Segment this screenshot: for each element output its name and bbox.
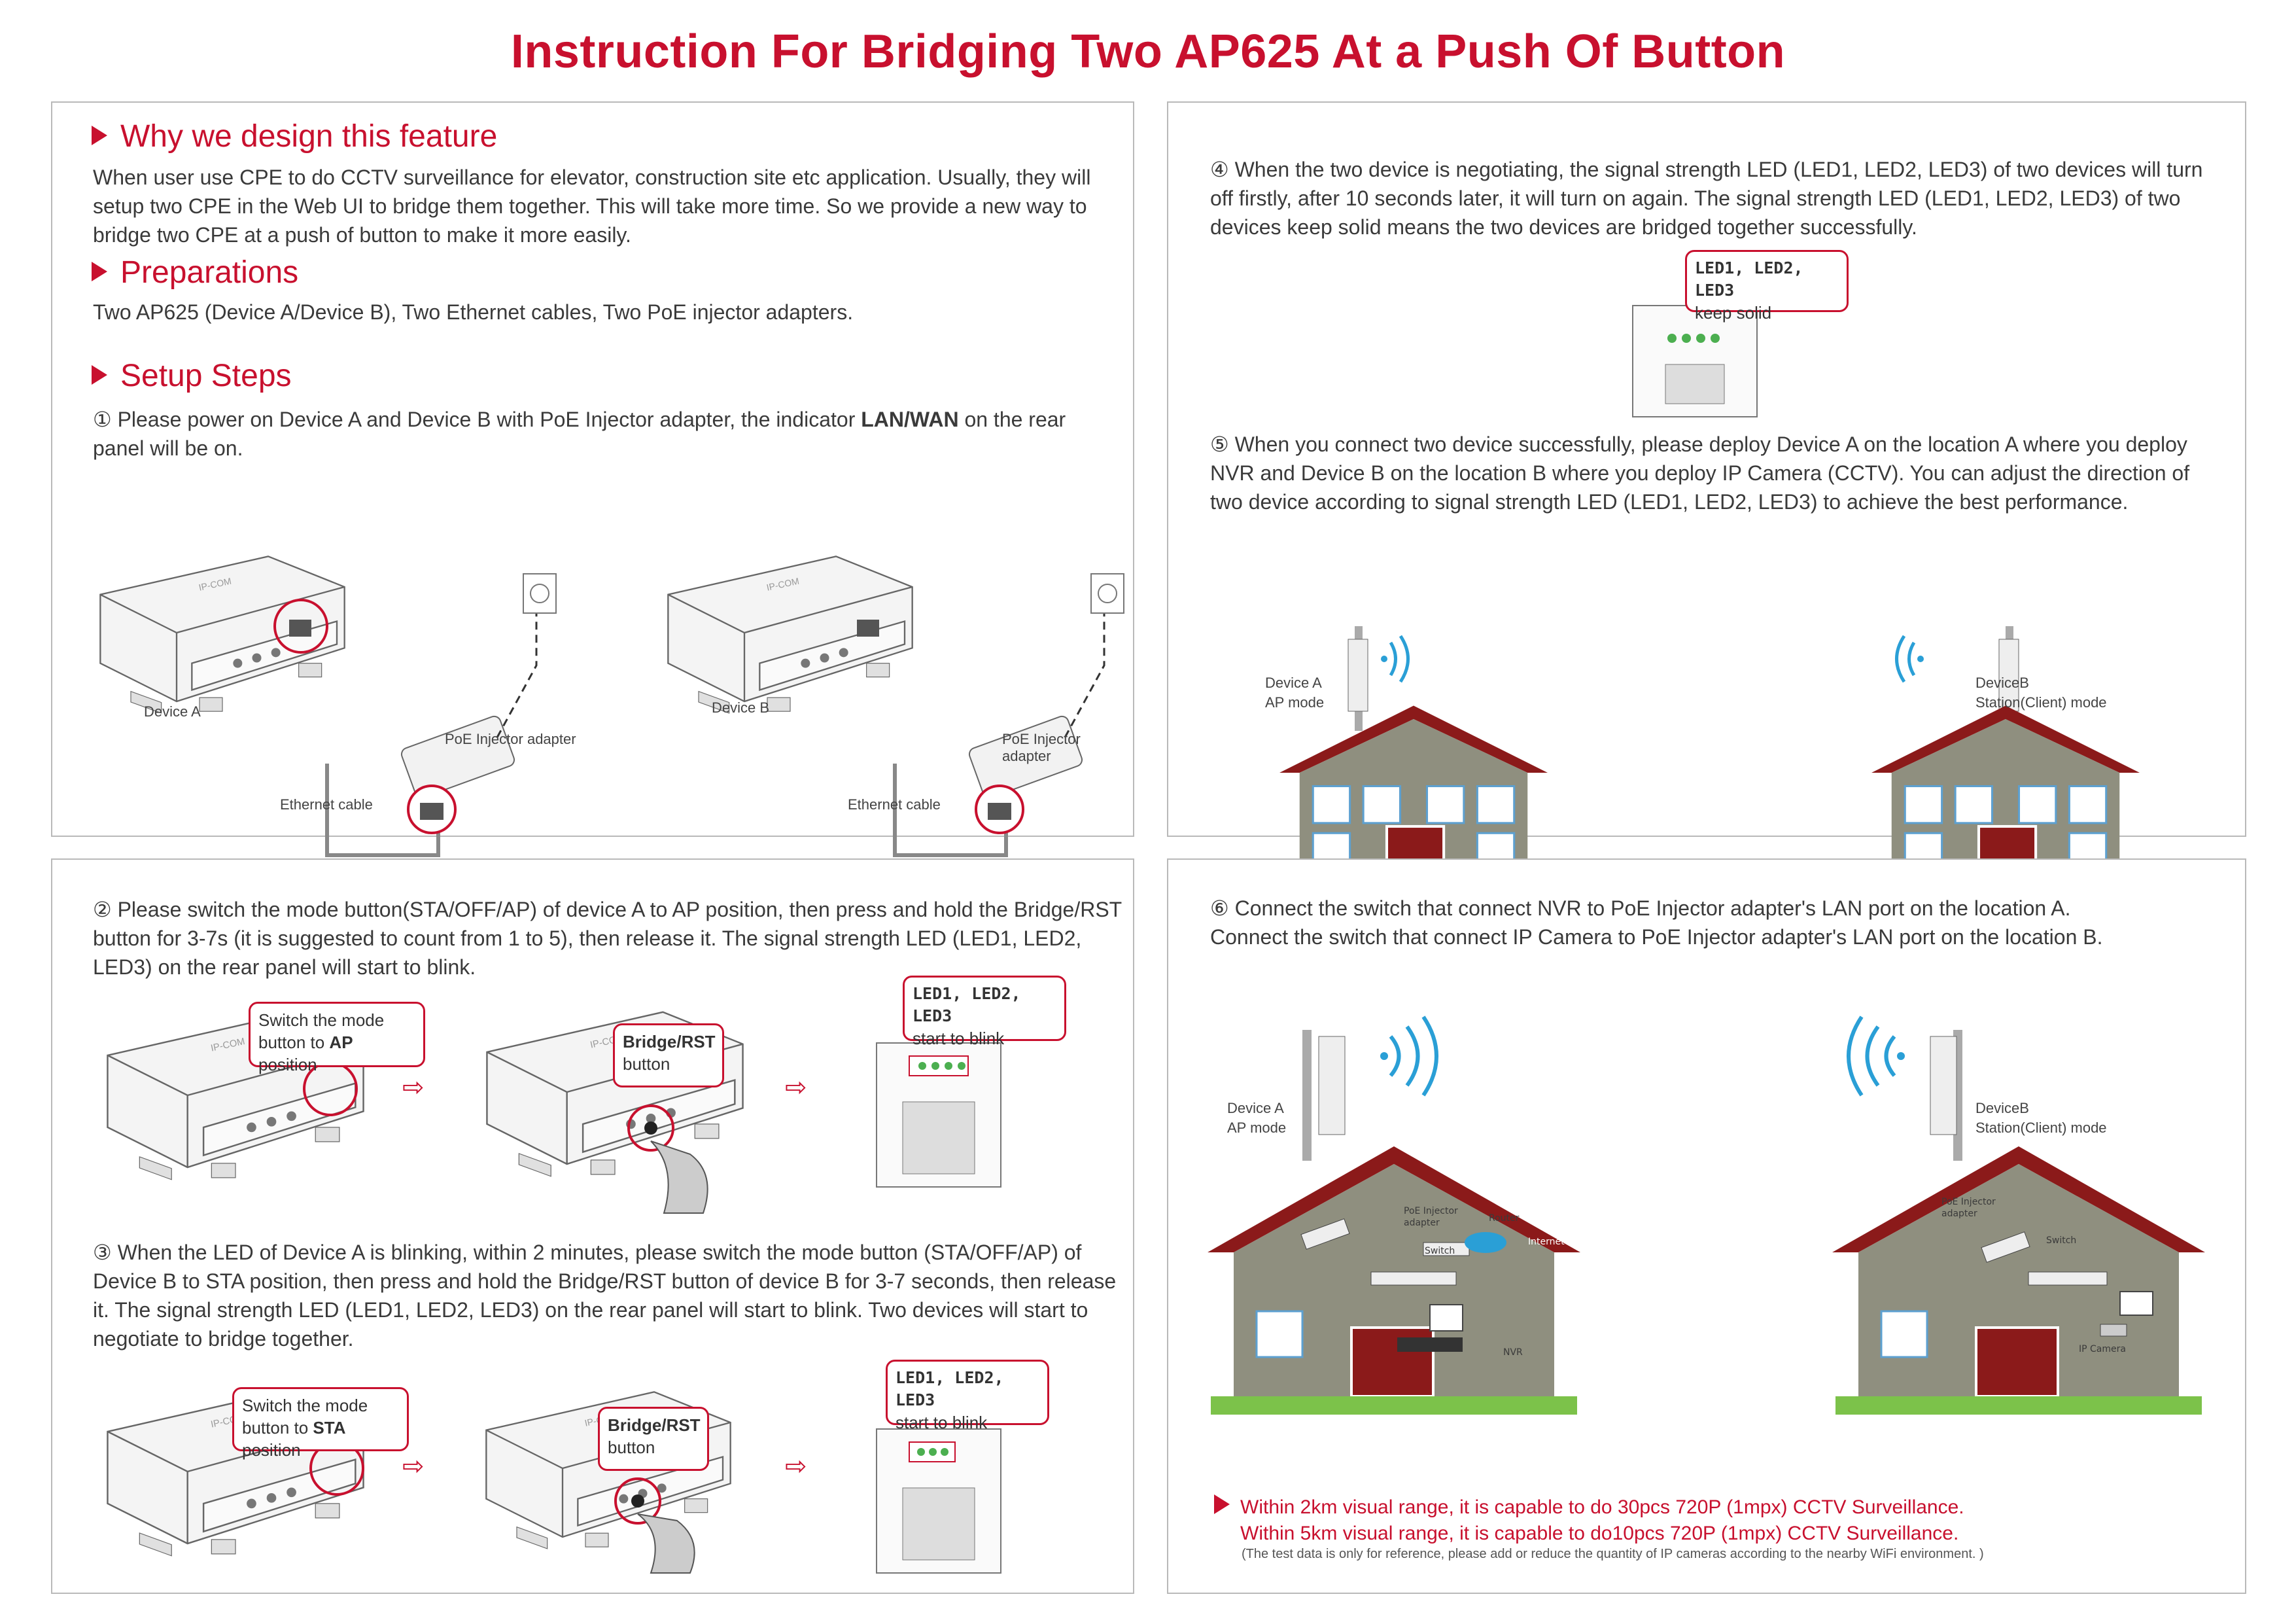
play-triangle-icon — [92, 365, 107, 385]
step4-text: ④ When the two device is negotiating, the signal strength LED (LED1, LED2, LED3) of two devices will turn off firstly, after 10 seconds later, it will turn on again. The signal strength LED (LED1, LED2, LED3) of two devices keep solid means the two devices are bridged together successfully. — [1210, 158, 2203, 239]
wall-socket-icon — [1091, 574, 1124, 613]
poe-b-label: PoE Injector adapter — [1002, 731, 1081, 764]
page-title: Instruction For Bridging Two AP625 At a Push Of Button — [510, 26, 1786, 78]
hand-press-icon — [638, 1514, 695, 1573]
step3-led-callout: LED1, LED2, LED3 start to blink — [886, 1360, 1049, 1425]
wifi-signal-icon — [1875, 633, 1927, 685]
house-a-router-label: Router — [1489, 1213, 1520, 1224]
step3-text: ③ When the LED of Device A is blinking, within 2 minutes, please switch the mode button (STA/OFF/AP) of Device B to STA position, then press and hold the Bridge/RST button of device B for 3-7 seconds, then release it. The signal strength LED (LED1, LED2, LED3) on the rear panel will start to blink. Two devices will start to negotiate to bridge together. — [93, 1241, 1117, 1350]
arrow-right-icon: ⇨ — [785, 1451, 807, 1481]
wifi-signal-icon — [1829, 1017, 1901, 1095]
play-triangle-icon — [92, 262, 107, 281]
step5-text: ⑤ When you connect two device successfully, please deploy Device A on the location A where you deploy NVR and Device B on the location B where you deploy IP Camera (CCTV). You can adjust the direction of two device according to signal strength LED (LED1, LED2, LED3) to achieve the best performance. — [1210, 432, 2190, 514]
play-triangle-icon — [92, 126, 107, 145]
step2-rear-blink — [870, 1036, 1007, 1193]
device-b-label: Device B — [712, 699, 770, 716]
house-b-switch-label: Switch — [2046, 1235, 2077, 1246]
step6-text: ⑥ Connect the switch that connect NVR to PoE Injector adapter's LAN port on the location A. Connect the switch that connect IP Camera to PoE Injector adapter's LAN port on the location B. — [1210, 896, 2103, 949]
house-a-poe-label: PoE Injector adapter — [1404, 1206, 1458, 1228]
step2-text: ② Please switch the mode button(STA/OFF/AP) of device A to AP position, then press and hold the Bridge/RST button for 3-7s (it is suggested to count from 1 to 5), then release it. The signal strength LED (LED1, LED2, LED3) on the rear panel will start to blink. — [93, 898, 1122, 979]
step1-text: ① Please power on Device A and Device B with PoE Injector adapter, the indicator LAN/WAN on the rear panel will be on. — [93, 408, 1066, 460]
arrow-right-icon: ⇨ — [785, 1072, 807, 1103]
step2-led-callout: LED1, LED2, LED3 start to blink — [903, 976, 1066, 1041]
poe-a-label: PoE Injector adapter — [445, 731, 576, 747]
house-a-internet-label: Internet — [1528, 1237, 1565, 1247]
house-a-switch-label: Switch — [1425, 1246, 1455, 1256]
network-house-b-label: DeviceB Station(Client) mode — [1975, 1100, 2107, 1136]
panel-step4-5 — [1167, 101, 2246, 837]
device-a-label: Device A — [144, 703, 201, 720]
network-house-a-label: Device A AP mode — [1227, 1100, 1287, 1136]
panel-intro — [51, 101, 1134, 837]
panel-step6 — [1167, 858, 2246, 1594]
house-b-label: DeviceB Station(Client) mode — [1975, 675, 2107, 711]
section-steps-heading: Setup Steps — [92, 358, 292, 394]
wall-socket-icon — [523, 574, 556, 613]
section-why-body: When user use CPE to do CCTV surveillance for elevator, construction site etc application. Usually, they will setup two CPE in the Web UI to bridge them together. This will take more time. So we provide a new way to bridge two CPE at a push of button to make it more easily. — [93, 166, 1091, 247]
step2-bridge-callout: Bridge/RST button — [613, 1023, 724, 1087]
hand-press-icon — [651, 1141, 708, 1213]
section-why-heading: Why we design this feature — [92, 118, 497, 154]
house-b-camera-label: IP Camera — [2079, 1344, 2126, 1354]
notes-block: Within 2km visual range, it is capable to do 30pcs 720P (1mpx) CCTV Surveillance. Within 5km visual range, it is capable to do10pcs 720P (1mpx) CCTV Surveillance. — [1240, 1496, 1964, 1544]
step2-mode-callout: Switch the mode button to AP position — [249, 1002, 425, 1067]
house-a-nvr-label: NVR — [1503, 1347, 1523, 1358]
house-b-poe-label: PoE Injector adapter — [1941, 1197, 1996, 1219]
arrow-right-icon: ⇨ — [402, 1072, 425, 1103]
panel-step2-3 — [51, 858, 1134, 1594]
house-a-label: Device A AP mode — [1265, 675, 1325, 711]
section-prep-body: Two AP625 (Device A/Device B), Two Ethernet cables, Two PoE injector adapters. — [93, 300, 854, 324]
notes-disclaimer: (The test data is only for reference, please add or reduce the quantity of IP cameras according to the nearby WiFi environment. ) — [1242, 1547, 1984, 1561]
step3-mode-callout: Switch the mode button to STA position — [232, 1387, 409, 1451]
play-triangle-icon — [1214, 1494, 1230, 1514]
arrow-right-icon: ⇨ — [402, 1451, 425, 1481]
wifi-signal-icon — [1384, 1017, 1456, 1095]
section-prep-heading: Preparations — [92, 255, 298, 291]
notes-marker — [1214, 1497, 1243, 1517]
cable-b-label: Ethernet cable — [848, 796, 941, 813]
wifi-signal-icon — [1384, 633, 1436, 685]
step3-bridge-callout: Bridge/RST button — [598, 1407, 709, 1471]
led-solid-callout: LED1, LED2, LED3 keep solid — [1685, 250, 1849, 312]
cable-a-label: Ethernet cable — [280, 796, 373, 813]
step3-rear-blink — [870, 1422, 1007, 1580]
